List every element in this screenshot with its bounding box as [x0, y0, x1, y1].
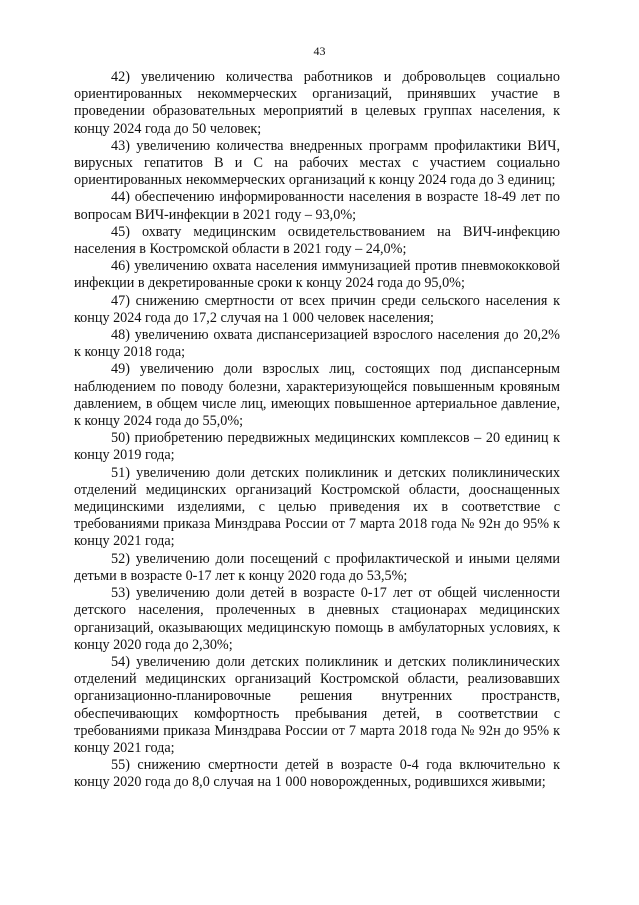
page-number: 43	[313, 44, 326, 58]
list-item-43: 43) увеличению количества внедренных программ профилактики ВИЧ, вирусных гепатитов В и С на рабочих местах с участием социально ориентированных некоммерческих организаций к концу 2024 года до 3 единиц;	[74, 137, 560, 189]
list-item-52: 52) увеличению доли посещений с профилактической и иными целями детьми в возрасте 0-17 лет к концу 2020 года до 53,5%;	[74, 550, 560, 584]
list-item-46: 46) увеличению охвата населения иммунизацией против пневмококковой инфекции в декретированные сроки к концу 2024 года до 95,0%;	[74, 258, 560, 292]
list-item-51: 51) увеличению доли детских поликлиник и детских поликлинических отделений медицинских организаций Костромской области, дооснащенных медицинскими изделиями, с целью приведения их в соответствие с требованиями приказа Минздрава России от 7 марта 2018 года № 92н до 95% к концу 2021 года;	[74, 464, 560, 550]
list-item-49: 49) увеличению доли взрослых лиц, состоящих под диспансерным наблюдением по поводу болезни, характеризующейся повышенным кровяным давлением, в общем числе лиц, имеющих повышенное артериальное давление, к концу 2024 года до 55,0%;	[74, 361, 560, 430]
document-body	[74, 69, 560, 792]
list-item-42: 42) увеличению количества работников и добровольцев социально ориентированных некоммерческих организаций, принявших участие в проведении образовательных мероприятий в целевых группах населения, к концу 2024 года до 50 человек;	[74, 69, 560, 137]
list-item-54: 54) увеличению доли детских поликлиник и детских поликлинических отделений медицинских организаций Костромской области, реализовавших организационно-планировочные решения внутренних пространств, обеспечивающих комфортность пребывания детей, в соответствии с требованиями приказа Минздрава России от 7 марта 2018 года № 92н до 95% к концу 2021 года;	[74, 653, 560, 756]
list-item-47: 47) снижению смертности от всех причин среди сельского населения к концу 2024 года до 17,2 случая на 1 000 человек населения;	[74, 292, 560, 326]
list-item-55: 55) снижению смертности детей в возрасте 0-4 года включительно к концу 2020 года до 8,0 случая на 1 000 новорожденных, родившихся живыми;	[74, 757, 560, 791]
list-item-48: 48) увеличению охвата диспансеризацией взрослого населения до 20,2% к концу 2018 года;	[74, 327, 560, 361]
list-item-45: 45) охвату медицинским освидетельствованием на ВИЧ-инфекцию населения в Костромской области в 2021 году – 24,0%;	[74, 223, 560, 258]
list-item-44: 44) обеспечению информированности населения в возрасте 18-49 лет по вопросам ВИЧ-инфекции в 2021 году – 93,0%;	[74, 189, 560, 223]
list-item-53: 53) увеличению доли детей в возрасте 0-17 лет от общей численности детского населения, пролеченных в дневных стационарах медицинских организаций, оказывающих медицинскую помощь в амбулаторных условиях, к концу 2020 года до 2,30%;	[74, 585, 560, 653]
list-item-50: 50) приобретению передвижных медицинских комплексов – 20 единиц к концу 2019 года;	[74, 430, 560, 464]
